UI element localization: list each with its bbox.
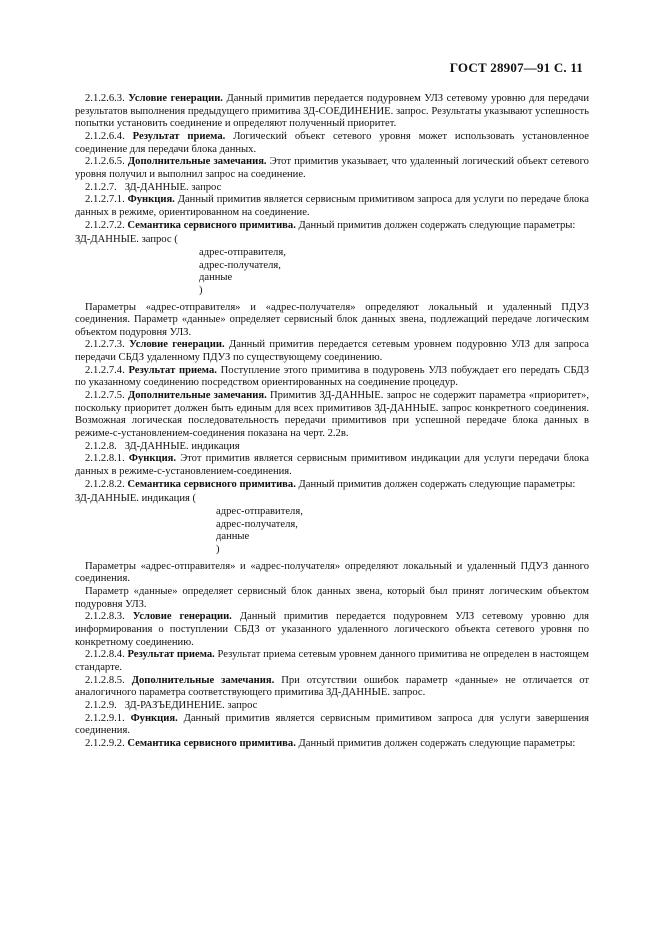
paragraph: 2.1.2.7.2. Семантика сервисного примитива. Данный примитив должен содержать следующие параметры: [85, 219, 576, 231]
paragraph-lead: Дополнительные замечания. [127, 390, 267, 402]
paragraph: 2.1.2.8.3. Условие генерации. Данный примитив передается подуровнем УЛЗ сетевому уровню для информирования о поступлении СБДЗ от указанного удаленного логического объекта сетевого уровня по конкретному соединению. [75, 611, 590, 648]
paragraph: 2.1.2.6.5. Дополнительные замечания. Этот примитив указывает, что удаленный логический объект сетевого уровня получил и выполнил запрос на соединение. [75, 156, 589, 180]
paragraph-lead: Результат приема. [127, 649, 215, 661]
paragraph: 2.1.2.8.2. Семантика сервисного примитива. Данный примитив должен содержать следующие параметры: [85, 478, 576, 490]
paragraph-lead: Условие генерации. [132, 611, 232, 623]
primitive-arg: данные [199, 272, 233, 284]
primitive-head: ЗД-ДАННЫЕ. запрос ( [75, 234, 178, 246]
primitive-close: ) [216, 543, 220, 555]
section-heading: 2.1.2.9. ЗД-РАЗЪЕДИНЕНИЕ. запрос [85, 699, 258, 711]
paragraph: 2.1.2.8.5. Дополнительные замечания. При отсутствии ошибок параметр «данные» не отличается от аналогичного параметра соответствующего примитива ЗД-ДАННЫЕ. запрос. [75, 674, 589, 699]
paragraph: Параметры «адрес-отправителя» и «адрес-получателя» определяют локальный и удаленный ПДУЗ соединения. Параметр «данные» определяет сервисный блок данных звена, подлежащий передаче логическим объектом подуровня УЛЗ. [75, 301, 589, 338]
paragraph-lead: Результат приема. [132, 130, 226, 142]
paragraph: 2.1.2.7.3. Условие генерации. Данный примитив передается сетевым уровнем подуровню УЛЗ для запроса передачи СБДЗ удаленному ПДУЗ по существующему соединению. [75, 339, 590, 364]
primitive-arg: адрес-получателя, [199, 259, 281, 271]
primitive-arg: адрес-отправителя, [199, 246, 286, 258]
paragraph: 2.1.2.9.1. Функция. Данный примитив является сервисным примитивом запроса для услуги завершения соединения. [75, 712, 590, 737]
paragraph-lead: Дополнительные замечания. [131, 674, 275, 686]
paragraph: 2.1.2.6.4. Результат приема. Логический объект сетевого уровня может использовать установленное соединение для передачи блока данных. [75, 130, 589, 155]
primitive-close: ) [199, 284, 203, 296]
section-heading: 2.1.2.8. ЗД-ДАННЫЕ. индикация [85, 440, 240, 452]
paragraph: 2.1.2.7.1. Функция. Данный примитив является сервисным примитивом запроса для услуги по передаче блока данных в режиме, ориентированном на соединение. [75, 194, 589, 218]
paragraph-lead: Функция. [130, 712, 178, 724]
paragraph-lead: Семантика сервисного примитива. [127, 478, 296, 490]
primitive-arg: адрес-отправителя, [216, 506, 303, 517]
paragraph-lead: Функция. [128, 453, 177, 465]
paragraph-lead: Семантика сервисного примитива. [127, 737, 296, 749]
paragraph: 2.1.2.9.2. Семантика сервисного примитива. Данный примитив должен содержать следующие параметры: [85, 737, 576, 749]
primitive-definition [75, 493, 589, 556]
document-body [75, 93, 589, 750]
page-header: ГОСТ 28907—91 С. 11 [449, 60, 583, 75]
section-heading: 2.1.2.7. ЗД-ДАННЫЕ. запрос [85, 181, 222, 193]
paragraph: 2.1.2.8.1. Функция. Этот примитив является сервисным примитивом индикации для услуги передачи блока данных в режиме-с-установлением-соединения. [75, 453, 589, 478]
paragraph: 2.1.2.7.4. Результат приема. Поступление этого примитива в подуровень УЛЗ побуждает его передать СБДЗ по указанному соединению посредством ориентированных на соединение процедур. [75, 364, 590, 389]
paragraph-lead: Дополнительные замечания. [127, 156, 267, 168]
primitive-head: ЗД-ДАННЫЕ. индикация ( [75, 493, 197, 505]
paragraph-lead: Условие генерации. [128, 93, 223, 104]
paragraph: Параметр «данные» определяет сервисный блок данных звена, который был принят логическим объектом подуровня УЛЗ. [75, 585, 589, 610]
paragraph-lead: Семантика сервисного примитива. [127, 219, 296, 231]
paragraph-lead: Условие генерации. [129, 339, 225, 351]
primitive-arg: адрес-получателя, [216, 518, 298, 530]
primitive-definition [75, 234, 589, 297]
paragraph-lead: Функция. [127, 194, 175, 206]
paragraph: 2.1.2.6.3. Условие генерации. Данный примитив передается подуровнем УЛЗ сетевому уровню для передачи результатов выполнения предыдущего примитива ЗД-СОЕДИНЕНИЕ. запрос. Результаты указывают успешность попытки установить соединение и определяют полученный приоритет. [75, 93, 589, 130]
primitive-arg: данные [216, 531, 250, 543]
paragraph: 2.1.2.8.4. Результат приема. Результат приема сетевым уровнем данного примитива не определен в настоящем стандарте. [75, 649, 590, 673]
paragraph-lead: Результат приема. [128, 364, 217, 376]
paragraph: 2.1.2.7.5. Дополнительные замечания. Примитив ЗД-ДАННЫЕ. запрос не содержит параметра «приоритет», поскольку приоритет должен быть единым для всех примитивов ЗД-ДАННЫЕ. запрос конкретного соединения. Возможная логическая последовательность передачи примитивов при успешной передаче блока данных в режиме-с-установлением-соединения показана на черт. 2.2в. [75, 390, 590, 440]
paragraph: Параметры «адрес-отправителя» и «адрес-получателя» определяют локальный и удаленный ПДУЗ данного соединения. [75, 560, 589, 585]
